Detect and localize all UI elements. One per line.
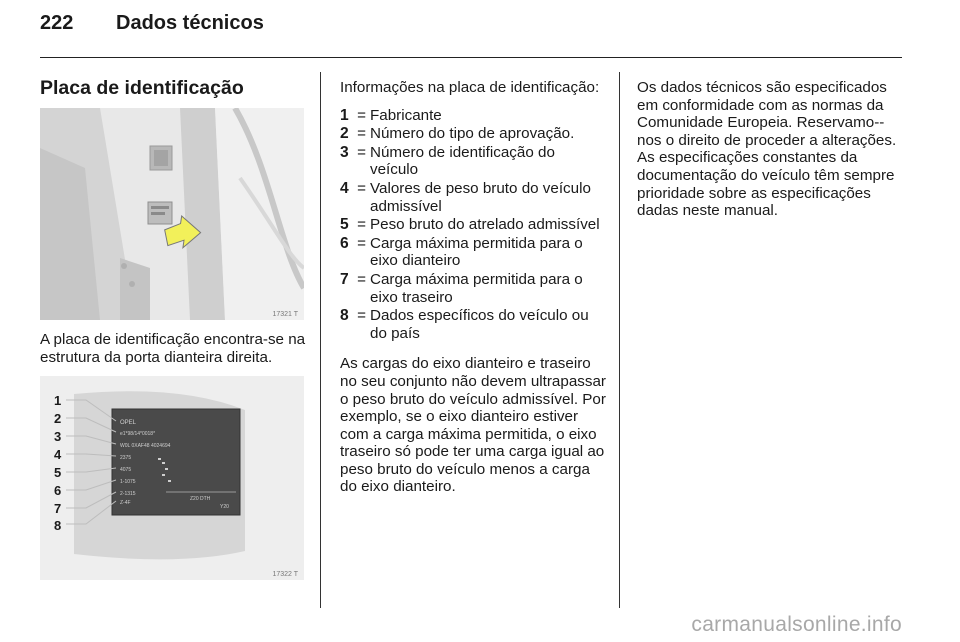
- page-number: 222: [40, 12, 74, 34]
- callout-6: 6: [54, 483, 62, 498]
- plate-brand: OPEL: [120, 420, 137, 426]
- plate-weight: 2375: [120, 455, 132, 461]
- specifications-paragraph: Os dados técnicos são especificados em conformidade com as normas da Comunidade Europeia. Reservamo--nos o direito de proceder a alterações. As especificações constantes da documentação do veículo têm sempre prioridade sobre as especificações dadas neste manual.: [637, 79, 897, 220]
- list-item: 7 = Carga máxima permitida para o eixo traseiro: [340, 270, 583, 306]
- list-item: 3 = Número de identificação do veículo: [340, 143, 555, 179]
- list-item: 2 = Número do tipo de aprovação.: [340, 125, 575, 143]
- callout-1: 1: [54, 393, 62, 408]
- plate-info-list: [340, 107, 606, 343]
- door-pillar-figure: [40, 108, 304, 320]
- callout-4: 4: [54, 447, 62, 462]
- left-paragraph: [40, 331, 308, 366]
- column-divider-2: [619, 72, 620, 608]
- plate-misc-1: Z-4F: [120, 500, 131, 506]
- list-item: 5 = Peso bruto do atrelado admissível: [340, 216, 600, 234]
- plate-trailer: 4075: [120, 467, 132, 473]
- list-item: 8 = Dados específicos do veículo ou do país: [340, 307, 589, 342]
- plate-rear-axle: 2-1315: [120, 491, 136, 497]
- watermark: carmanualsonline.info: [691, 613, 902, 636]
- list-intro: Informações na placa de identificação:: [340, 79, 600, 96]
- figure-code: 17322 T: [272, 571, 298, 578]
- plate-figure: [40, 376, 304, 580]
- axle-load-paragraph: As cargas do eixo dianteiro e traseiro no seu conjunto não devem ultrapassar o peso bruto do veículo admissível. Por exemplo, se o eixo dianteiro estiver com a carga máxima permitida, o eixo traseiro só pode ter uma carga igual ao peso bruto do veículo menos a carga do eixo dianteiro.: [340, 355, 606, 496]
- column-divider-1: [320, 72, 321, 608]
- middle-column: [340, 79, 606, 496]
- figure-code: 17321 T: [272, 311, 298, 318]
- callout-7: 7: [54, 501, 62, 516]
- door-pillar-illustration: [40, 108, 304, 320]
- list-item: 1 = Fabricante: [340, 106, 442, 124]
- plate-misc-3: Y20: [220, 504, 229, 510]
- page-title: Dados técnicos: [116, 12, 264, 34]
- plate-front-axle: 1-1075: [120, 479, 136, 485]
- callout-8: 8: [54, 518, 62, 533]
- plate-illustration: [40, 376, 304, 580]
- list-item: 4 = Valores de peso bruto do veículo admissível: [340, 179, 591, 215]
- callout-3: 3: [54, 429, 62, 444]
- callout-5: 5: [54, 465, 62, 480]
- plate-misc-2: Z20 DTH: [190, 496, 211, 502]
- list-item: 6 = Carga máxima permitida para o eixo dianteiro: [340, 234, 583, 270]
- plate-location-text: A placa de identificação encontra-se na estrutura da porta dianteira direita.: [40, 331, 306, 366]
- header-rule: [40, 57, 902, 58]
- page-header: [40, 12, 264, 35]
- right-column: [637, 79, 902, 220]
- plate-approval: e1*98/14*0018*: [120, 431, 156, 437]
- callout-2: 2: [54, 411, 62, 426]
- section-title: Placa de identificação: [40, 77, 244, 99]
- plate-vin: W0L 0XAF48 4024694: [120, 443, 171, 449]
